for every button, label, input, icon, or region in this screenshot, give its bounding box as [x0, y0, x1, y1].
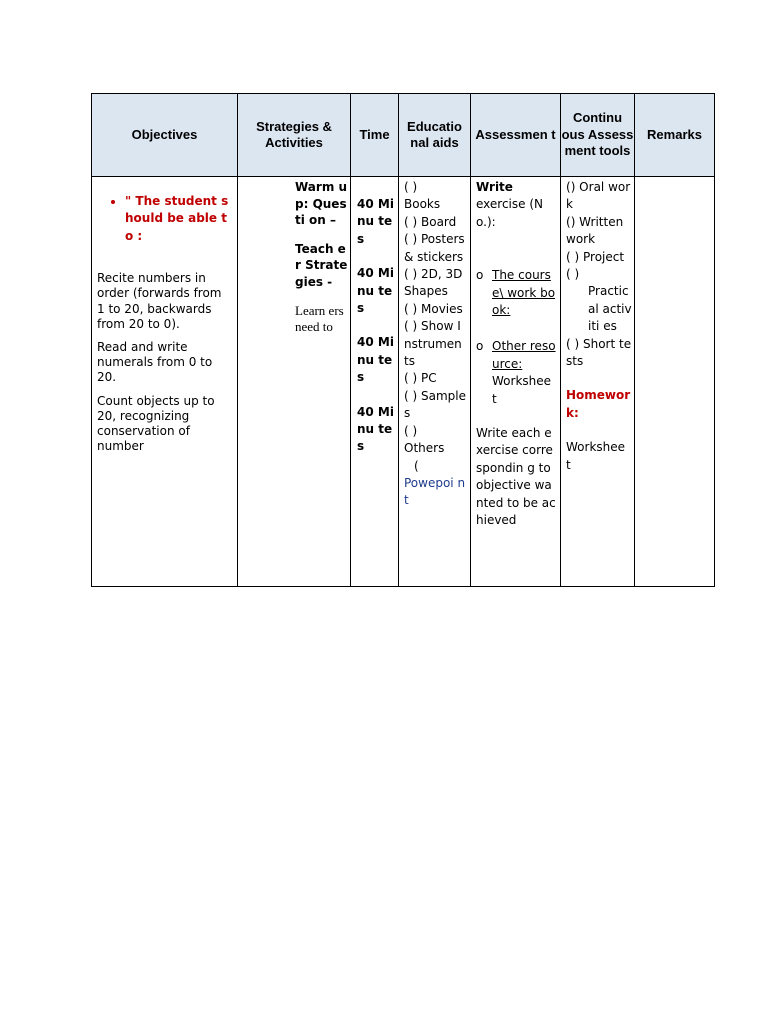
assessment-cell: [471, 177, 561, 587]
lesson-plan-table: [91, 93, 715, 587]
homework-label: Homewor k:: [566, 388, 631, 420]
objectives-intro: • " The student should be able to :: [125, 193, 235, 245]
remarks-cell: [635, 177, 715, 587]
time-value: 40 Minu tes: [357, 335, 394, 385]
header-time: Time: [351, 94, 399, 177]
tool-practical: ( ) Practic al activiti es: [566, 267, 632, 334]
time-value: 40 Minu tes: [357, 404, 394, 454]
strategy-teacher: Teach er Strate gies -: [295, 241, 348, 289]
aid-item: ( ) Books: [404, 180, 441, 212]
continuous-assessment-cell: [561, 177, 635, 587]
educational-aids-cell: [399, 177, 471, 587]
header-strategies: Strategies & Activities: [238, 94, 351, 177]
assessment-write: Write: [476, 180, 513, 194]
header-row: [92, 94, 715, 177]
objective-item: Recite numbers in order (forwards from 1 to 20, backwards from 20 to 0).: [97, 271, 222, 331]
objective-item: Read and write numerals from 0 to 20.: [97, 340, 213, 385]
aid-item: ( ) PC: [404, 371, 437, 386]
header-objectives: Objectives: [92, 94, 238, 177]
aid-item: ( ) Show Instrumen ts: [404, 319, 462, 369]
time-value: 40 Minu tes: [357, 266, 394, 316]
remarks-value: [635, 177, 714, 179]
aid-item: ( ) Others: [404, 423, 445, 456]
time-cell: [351, 177, 399, 587]
header-educational-aids: Educatio nal aids: [399, 94, 471, 177]
header-assessment: Assessmen t: [471, 94, 561, 177]
aid-item: ( ) Movies: [404, 301, 463, 316]
aid-other-value: ( Powepoi nt: [404, 458, 466, 508]
time-value: 40 Minu tes: [357, 197, 394, 246]
tool-written: () Written work: [566, 214, 624, 247]
strategy-learners: Learn ers need to: [295, 302, 344, 335]
aid-item: ( ) Samples: [404, 388, 466, 421]
tool-project: ( ) Project: [566, 249, 625, 264]
content-row: [92, 177, 715, 587]
tool-short-tests: ( ) Short tests: [566, 336, 632, 369]
assessment-other: o Other resource: Workshee t: [476, 339, 556, 406]
objectives-cell: [92, 177, 238, 587]
header-continuous-assessment-tools: Continu ous Assess ment tools: [561, 94, 635, 177]
aid-item: ( ) Posters & stickers: [404, 232, 465, 264]
aid-item: ( ) 2D, 3D Shapes: [404, 267, 463, 299]
header-remarks: Remarks: [635, 94, 715, 177]
homework-value: Workshee t: [566, 440, 626, 472]
strategies-cell: [238, 177, 351, 587]
assessment-exercise: exercise (No.):: [476, 197, 543, 229]
assessment-course: o The course\ work book:: [476, 268, 556, 318]
tool-oral: () Oral work: [566, 180, 631, 212]
assessment-note: Write each exercise correspondin g to objective wanted to be achieved: [476, 426, 556, 528]
objective-item: Count objects up to 20, recognizing conservation of number: [97, 393, 215, 454]
aid-item: ( ) Board: [404, 214, 457, 229]
strategy-warmup: Warm up: Questi on –: [295, 180, 348, 228]
objectives-intro-list: [97, 193, 235, 245]
